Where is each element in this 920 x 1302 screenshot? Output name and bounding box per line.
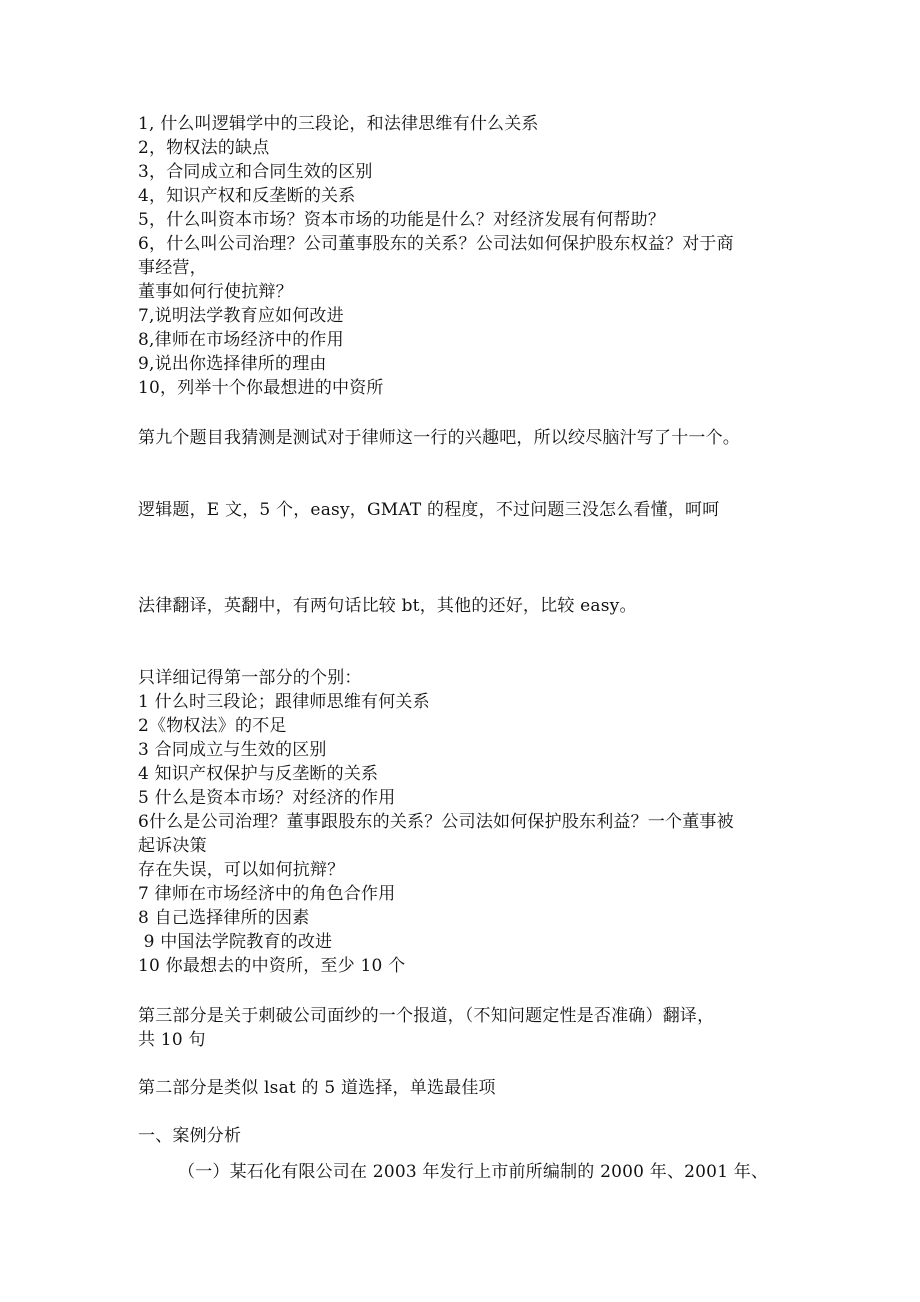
case-intro: （一）某石化有限公司在 2003 年发行上市前所编制的 2000 年、2001 年、 <box>178 1162 769 1182</box>
question-a-2: 2，物权法的缺点 <box>138 138 270 158</box>
section-heading: 一、案例分析 <box>138 1126 242 1146</box>
question-a-6-cont2: 董事如何行使抗辩？ <box>138 282 293 302</box>
question-b-8: 8 自己选择律所的因素 <box>138 908 310 928</box>
question-b-3: 3 合同成立与生效的区别 <box>138 740 327 760</box>
comment-logic: 逻辑题，E 文，5 个，easy，GMAT 的程度，不过问题三没怎么看懂，呵呵 <box>138 500 720 520</box>
questions-b-intro: 只详细记得第一部分的个别： <box>138 668 362 688</box>
question-a-7: 7,说明法学教育应如何改进 <box>138 306 344 326</box>
question-b-2: 2《物权法》的不足 <box>138 716 287 736</box>
comment-translation: 法律翻译，英翻中，有两句话比较 bt，其他的还好，比较 easy。 <box>138 596 637 616</box>
question-b-6: 6什么是公司治理？董事跟股东的关系？公司法如何保护股东利益？一个董事被 <box>138 812 734 832</box>
question-b-6-cont: 起诉决策 <box>138 836 207 856</box>
question-b-9: 9 中国法学院教育的改进 <box>138 932 333 952</box>
question-b-4: 4 知识产权保护与反垄断的关系 <box>138 764 379 784</box>
question-a-6: 6，什么叫公司治理？公司董事股东的关系？公司法如何保护股东权益？对于商 <box>138 234 734 254</box>
question-b-7: 7 律师在市场经济中的角色合作用 <box>138 884 396 904</box>
question-a-3: 3，合同成立和合同生效的区别 <box>138 162 373 182</box>
question-a-1: 1, 什么叫逻辑学中的三段论，和法律思维有什么关系 <box>138 114 539 134</box>
question-b-6-cont2: 存在失误，可以如何抗辩？ <box>138 860 345 880</box>
question-b-1: 1 什么时三段论；跟律师思维有何关系 <box>138 692 430 712</box>
question-a-8: 8,律师在市场经济中的作用 <box>138 330 344 350</box>
part2-text: 第二部分是类似 lsat 的 5 道选择，单选最佳项 <box>138 1078 496 1098</box>
question-a-5: 5，什么叫资本市场？资本市场的功能是什么？对经济发展有何帮助？ <box>138 210 666 230</box>
part3-line-2: 共 10 句 <box>138 1030 206 1050</box>
question-a-4: 4，知识产权和反垄断的关系 <box>138 186 356 206</box>
question-b-5: 5 什么是资本市场？对经济的作用 <box>138 788 396 808</box>
question-a-9: 9,说出你选择律所的理由 <box>138 354 327 374</box>
question-a-10: 10，列举十个你最想进的中资所 <box>138 378 384 398</box>
question-a-6-cont: 事经营， <box>138 258 207 278</box>
comment-ninth: 第九个题目我猜测是测试对于律师这一行的兴趣吧，所以绞尽脑汁写了十一个。 <box>138 428 740 448</box>
question-b-10: 10 你最想去的中资所，至少 10 个 <box>138 956 406 976</box>
part3-line-1: 第三部分是关于刺破公司面纱的一个报道，（不知问题定性是否准确）翻译， <box>138 1006 715 1026</box>
